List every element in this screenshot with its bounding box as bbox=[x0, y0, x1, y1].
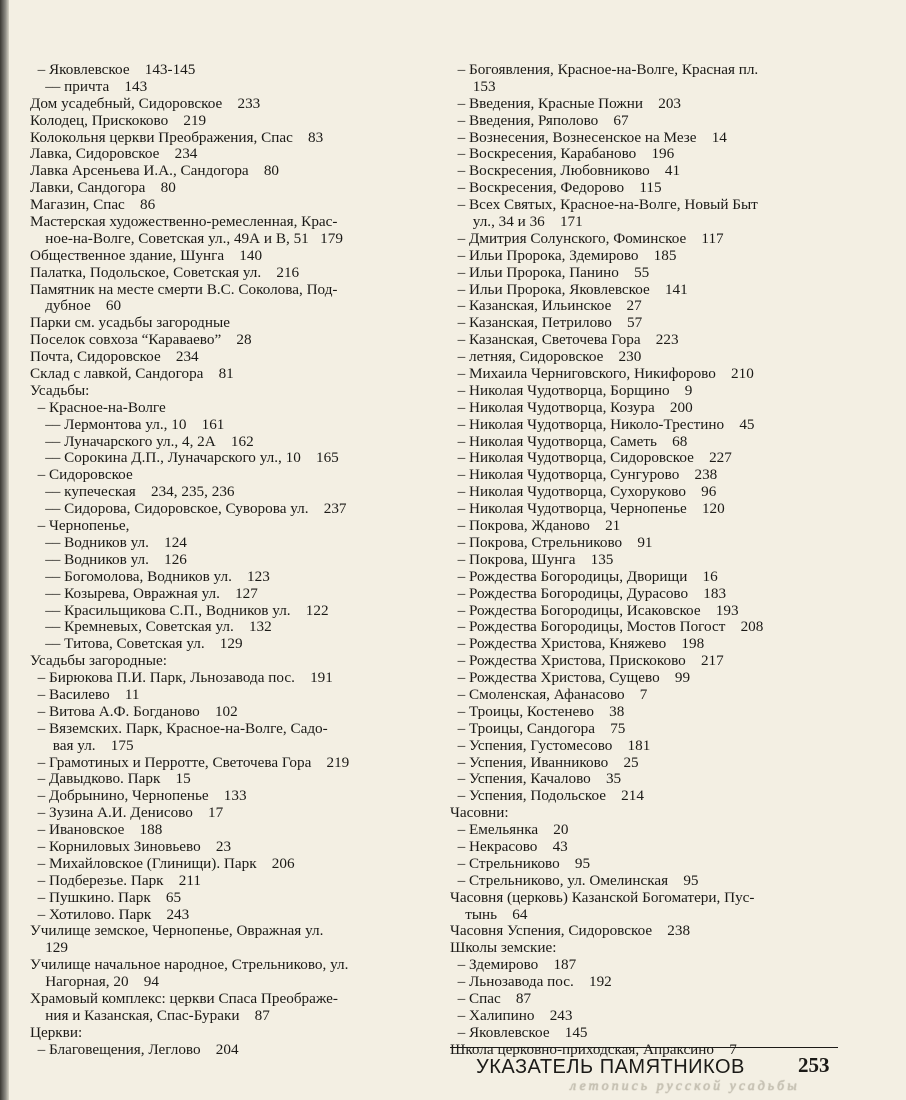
index-entry: Школа церковно-приходская, Апраксино 7 bbox=[450, 1040, 737, 1058]
index-entry: – Рождества Христова, Княжево 198 bbox=[450, 635, 705, 653]
index-entry: – Хотилово. Парк 243 bbox=[30, 905, 190, 923]
index-entry: тынь 64 bbox=[450, 905, 528, 923]
index-entry: – Троицы, Сандогора 75 bbox=[450, 719, 626, 737]
index-entry: – Ильи Пророка, Панино 55 bbox=[450, 263, 650, 281]
index-entry: Усадьбы: bbox=[30, 381, 90, 399]
index-entry: Лавки, Сандогора 80 bbox=[30, 179, 176, 197]
index-entry: – Николая Чудотворца, Николо-Трестино 45 bbox=[450, 415, 755, 433]
index-entry: – Дмитрия Солунского, Фоминское 117 bbox=[450, 229, 724, 247]
index-entry: – Всех Святых, Красное-на-Волге, Новый Быт bbox=[450, 196, 758, 214]
index-entry: – Яковлевское 145 bbox=[450, 1023, 588, 1041]
index-entry: – Здемирово 187 bbox=[450, 956, 577, 974]
index-entry: – Рождества Христова, Прискоково 217 bbox=[450, 652, 724, 670]
index-entry: – Ивановское 188 bbox=[30, 821, 163, 839]
index-entry: Церкви: bbox=[30, 1023, 83, 1041]
index-entry: – Воскресения, Любовниково 41 bbox=[450, 162, 681, 180]
index-entry: – Халипино 243 bbox=[450, 1006, 573, 1024]
index-entry: – Николая Чудотворца, Козура 200 bbox=[450, 398, 693, 416]
index-entry: Часовня Успения, Сидоровское 238 bbox=[450, 922, 691, 940]
index-entry: – Николая Чудотворца, Сухоруково 96 bbox=[450, 483, 717, 501]
index-column-left bbox=[30, 62, 440, 1059]
index-entry: – Рождества Богородицы, Дурасово 183 bbox=[450, 584, 727, 602]
index-entry: –– Сорокина Д.П., Луначарского ул., 10 165 bbox=[30, 449, 339, 467]
index-entry: 153 bbox=[450, 77, 496, 95]
index-entry: – Смоленская, Афанасово 7 bbox=[450, 685, 648, 703]
index-entry: – Вяземских. Парк, Красное-на-Волге, Садо- bbox=[30, 719, 328, 737]
index-entry: – Введения, Красные Пожни 203 bbox=[450, 94, 682, 112]
index-entry: – Подберезье. Парк 211 bbox=[30, 871, 201, 889]
index-entry: – Успения, Иванниково 25 bbox=[450, 753, 639, 771]
page-binding-edge bbox=[0, 0, 9, 1100]
index-entry: Общественное здание, Шунга 140 bbox=[30, 246, 263, 264]
index-entry: – Воскресения, Федорово 115 bbox=[450, 179, 662, 197]
index-entry: – Казанская, Ильинское 27 bbox=[450, 297, 642, 315]
index-entry: Школы земские: bbox=[450, 939, 557, 957]
index-entry: – Пушкино. Парк 65 bbox=[30, 888, 182, 906]
index-entry: ное-на-Волге, Советская ул., 49А и В, 51 179 bbox=[30, 229, 343, 247]
index-entry: –– Титова, Советская ул. 129 bbox=[30, 635, 243, 653]
index-entry: Палатка, Подольское, Советская ул. 216 bbox=[30, 263, 300, 281]
index-entry: Колокольня церкви Преображения, Спас 83 bbox=[30, 128, 324, 146]
index-entry: –– Водников ул. 126 bbox=[30, 550, 187, 568]
index-entry: – летняя, Сидоровское 230 bbox=[450, 348, 642, 366]
watermark-text: летопись русской усадьбы bbox=[570, 1079, 800, 1094]
index-column-right bbox=[450, 62, 838, 1059]
index-entry: – Зузина А.И. Денисово 17 bbox=[30, 804, 224, 822]
index-entry: Училище начальное народное, Стрельниково, ул. bbox=[30, 956, 349, 974]
index-entry: – Ильи Пророка, Яковлевское 141 bbox=[450, 280, 688, 298]
index-entry: Почта, Сидоровское 234 bbox=[30, 348, 199, 366]
index-entry: 129 bbox=[30, 939, 68, 957]
index-entry: – Рождества Богородицы, Дворищи 16 bbox=[450, 567, 718, 585]
index-entry: Мастерская художественно-ремесленная, Крас- bbox=[30, 213, 338, 231]
index-entry: – Красное-на-Волге bbox=[30, 398, 166, 416]
index-entry: – Николая Чудотворца, Сидоровское 227 bbox=[450, 449, 732, 467]
index-entry: – Яковлевское 143-145 bbox=[30, 61, 196, 78]
index-entry: Дом усадебный, Сидоровское 233 bbox=[30, 94, 261, 112]
index-entry: – Рождества Богородицы, Мостов Погост 208 bbox=[450, 618, 764, 636]
index-entry: – Николая Чудотворца, Борщино 9 bbox=[450, 381, 693, 399]
index-entry: Лавка Арсеньева И.А., Сандогора 80 bbox=[30, 162, 280, 180]
index-entry: – Николая Чудотворца, Чернопенье 120 bbox=[450, 500, 725, 518]
index-entry: Часовня (церковь) Казанской Богоматери, Пус- bbox=[450, 888, 755, 906]
index-entry: Храмовый комплекс: церкви Спаса Преображе- bbox=[30, 989, 338, 1007]
index-entry: – Введения, Ряполово 67 bbox=[450, 111, 629, 129]
index-entry: – Бирюкова П.И. Парк, Льнозавода пос. 191 bbox=[30, 669, 333, 687]
index-entry: Часовни: bbox=[450, 804, 509, 822]
index-entry: – Николая Чудотворца, Сунгурово 238 bbox=[450, 466, 718, 484]
index-entry: – Покрова, Жданово 21 bbox=[450, 517, 621, 535]
index-entry: – Корниловых Зиновьево 23 bbox=[30, 837, 232, 855]
index-entry: – Емельянка 20 bbox=[450, 821, 569, 839]
index-entry: – Михайловское (Глинищи). Парк 206 bbox=[30, 854, 295, 872]
index-entry: – Николая Чудотворца, Саметь 68 bbox=[450, 432, 688, 450]
index-entry: – Успения, Качалово 35 bbox=[450, 770, 622, 788]
index-entry: – Василево 11 bbox=[30, 685, 140, 703]
running-footer-title: УКАЗАТЕЛЬ ПАМЯТНИКОВ bbox=[476, 1056, 745, 1078]
index-entry: дубное 60 bbox=[30, 297, 122, 315]
index-entry: –– Кремневых, Советская ул. 132 bbox=[30, 618, 272, 636]
index-entry: Училище земское, Чернопенье, Овражная ул. bbox=[30, 922, 324, 940]
index-entry: Усадьбы загородные: bbox=[30, 652, 167, 670]
index-entry: –– Водников ул. 124 bbox=[30, 533, 187, 551]
index-entry: Лавка, Сидоровское 234 bbox=[30, 145, 198, 163]
index-entry: –– Луначарского ул., 4, 2А 162 bbox=[30, 432, 254, 450]
index-entry: – Чернопенье, bbox=[30, 517, 130, 535]
index-entry: – Некрасово 43 bbox=[450, 837, 568, 855]
index-entry: Памятник на месте смерти В.С. Соколова, Под- bbox=[30, 280, 338, 298]
index-entry: – Успения, Густомесово 181 bbox=[450, 736, 651, 754]
index-entry: –– Козырева, Овражная ул. 127 bbox=[30, 584, 258, 602]
index-entry: Нагорная, 20 94 bbox=[30, 973, 159, 991]
index-entry: – Витова А.Ф. Богданово 102 bbox=[30, 702, 238, 720]
index-entry: –– купеческая 234, 235, 236 bbox=[30, 483, 235, 501]
index-entry: – Спас 87 bbox=[450, 989, 532, 1007]
index-entry: –– Лермонтова ул., 10 161 bbox=[30, 415, 225, 433]
index-entry: – Успения, Подольское 214 bbox=[450, 787, 644, 805]
index-entry: – Стрельниково, ул. Омелинская 95 bbox=[450, 871, 699, 889]
index-entry: –– Сидорова, Сидоровское, Суворова ул. 237 bbox=[30, 500, 347, 518]
index-entry: – Казанская, Петрилово 57 bbox=[450, 314, 643, 332]
index-entry: – Давыдково. Парк 15 bbox=[30, 770, 191, 788]
index-entry: вая ул. 175 bbox=[30, 736, 134, 754]
index-entry: – Покрова, Шунга 135 bbox=[450, 550, 614, 568]
index-entry: Магазин, Спас 86 bbox=[30, 196, 156, 214]
index-entry: Склад с лавкой, Сандогора 81 bbox=[30, 365, 234, 383]
index-entry: – Ильи Пророка, Здемирово 185 bbox=[450, 246, 677, 264]
index-entry: – Добрынино, Чернопенье 133 bbox=[30, 787, 247, 805]
index-entry: Парки см. усадьбы загородные bbox=[30, 314, 230, 332]
footer-rule bbox=[450, 1047, 838, 1048]
index-entry: –– Богомолова, Водников ул. 123 bbox=[30, 567, 270, 585]
index-entry: – Воскресения, Карабаново 196 bbox=[450, 145, 675, 163]
index-entry: Колодец, Прискоково 219 bbox=[30, 111, 207, 129]
index-entry: – Стрельниково 95 bbox=[450, 854, 591, 872]
page-number: 253 bbox=[798, 1053, 830, 1077]
index-entry: – Рождества Христова, Сущево 99 bbox=[450, 669, 691, 687]
index-entry: –– Красильщикова С.П., Водников ул. 122 bbox=[30, 601, 329, 619]
index-entry: – Рождества Богородицы, Исаковское 193 bbox=[450, 601, 739, 619]
index-entry: – Грамотиных и Перротте, Светочева Гора 219 bbox=[30, 753, 350, 771]
index-entry: – Богоявления, Красное-на-Волге, Красная пл. bbox=[450, 61, 759, 78]
index-entry: – Казанская, Светочева Гора 223 bbox=[450, 331, 679, 349]
index-entry: – Покрова, Стрельниково 91 bbox=[450, 533, 653, 551]
index-entry: –– причта 143 bbox=[30, 77, 148, 95]
index-entry: – Благовещения, Леглово 204 bbox=[30, 1040, 239, 1058]
index-entry: – Троицы, Костенево 38 bbox=[450, 702, 625, 720]
index-entry: ул., 34 и 36 171 bbox=[450, 213, 583, 231]
index-entry: ния и Казанская, Спас-Бураки 87 bbox=[30, 1006, 270, 1024]
index-entry: Поселок совхоза “Караваево” 28 bbox=[30, 331, 252, 349]
index-entry: – Сидоровское bbox=[30, 466, 133, 484]
index-entry: – Вознесения, Вознесенское на Мезе 14 bbox=[450, 128, 727, 146]
index-entry: – Льнозавода пос. 192 bbox=[450, 973, 612, 991]
index-entry: – Михаила Черниговского, Никифорово 210 bbox=[450, 365, 754, 383]
